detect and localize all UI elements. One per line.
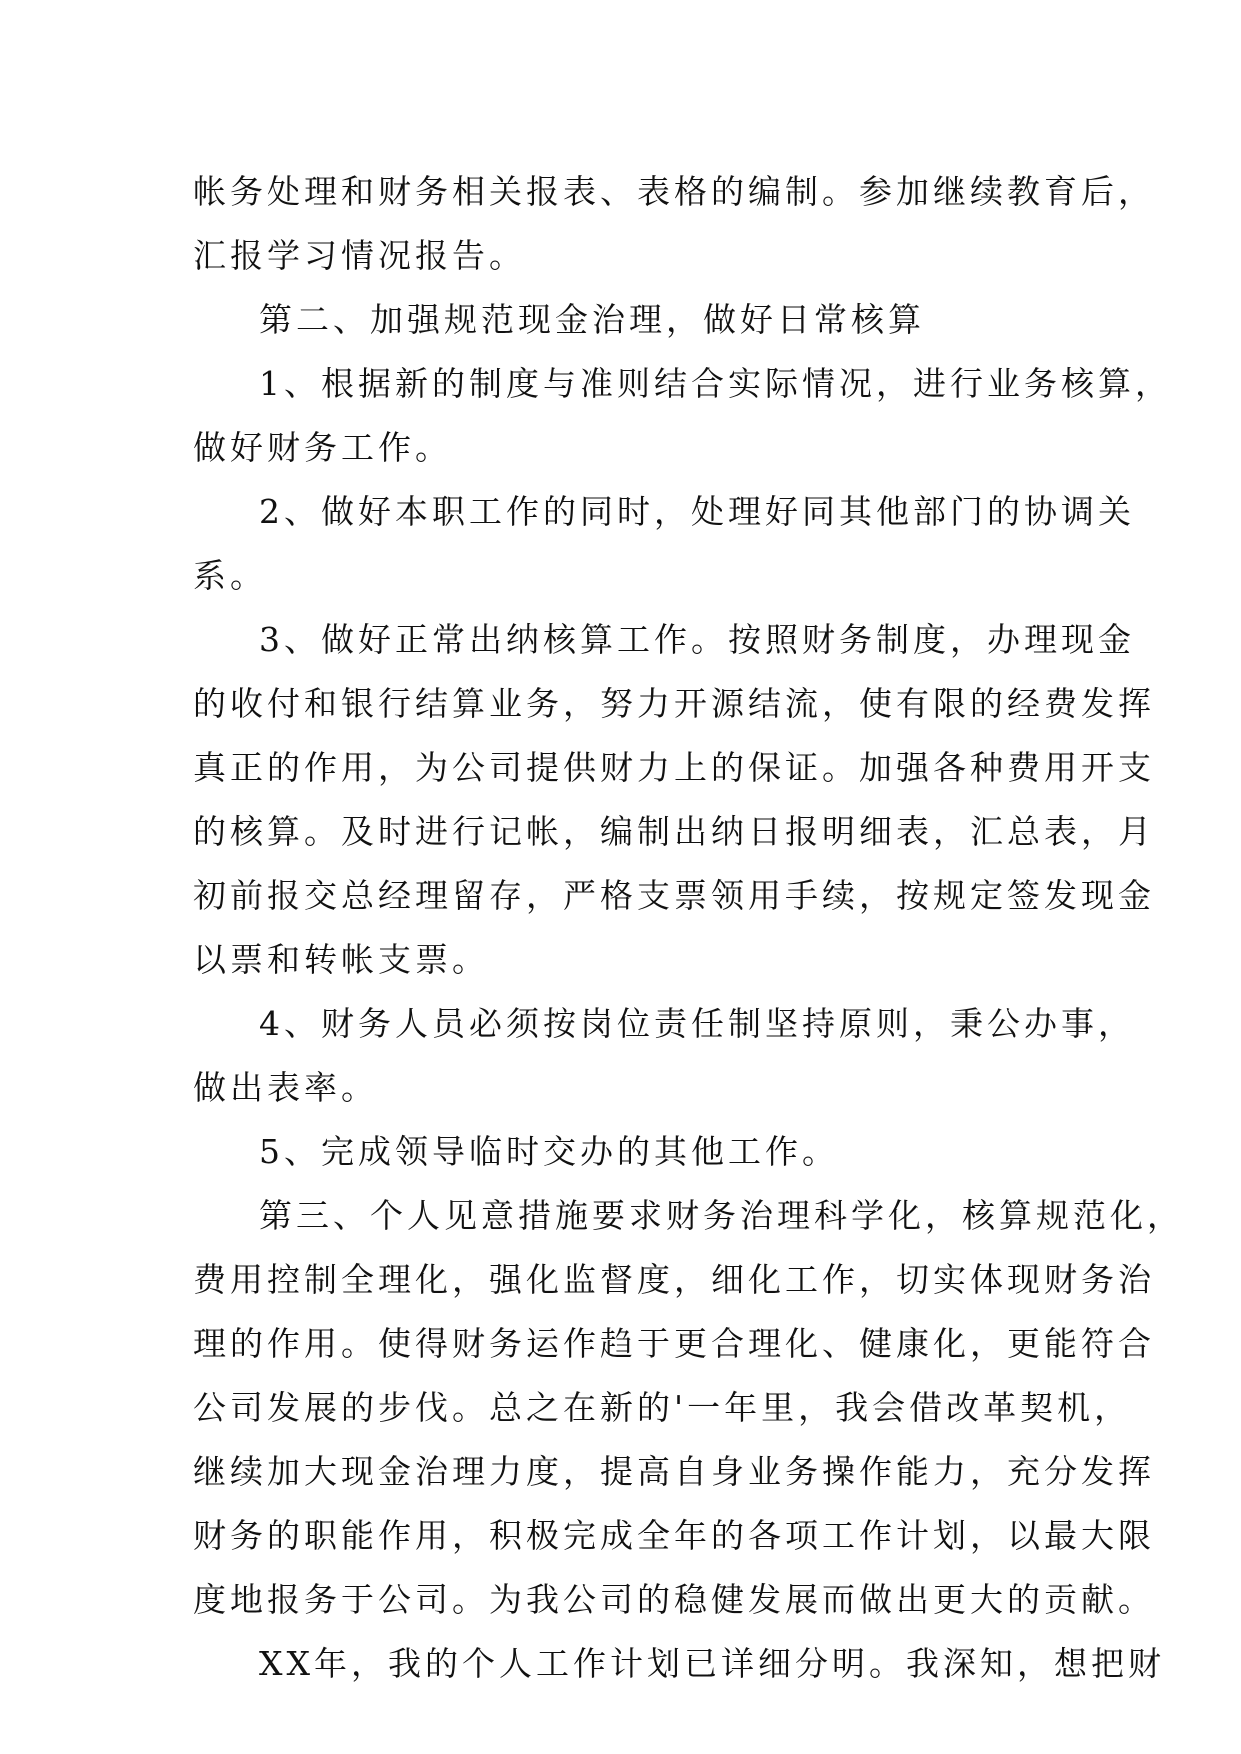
text-line: 4、财务人员必须按岗位责任制坚持原则，秉公办事，: [259, 1004, 1135, 1043]
text-line: 费用控制全理化，强化监督度，细化工作，切实体现财务治: [193, 1260, 1155, 1299]
text-line: 的收付和银行结算业务，努力开源结流，使有限的经费发挥: [193, 684, 1155, 723]
text-line: 财务的职能作用，积极完成全年的各项工作计划，以最大限: [193, 1516, 1155, 1555]
text-line: 初前报交总经理留存，严格支票领用手续，按规定签发现金: [193, 876, 1155, 915]
text-line: 公司发展的步伐。总之在新的'一年里，我会借改革契机，: [193, 1388, 1132, 1427]
text-line: 真正的作用，为公司提供财力上的保证。加强各种费用开支: [193, 748, 1155, 787]
text-line: 1、根据新的制度与准则结合实际情况，进行业务核算，: [259, 364, 1172, 403]
document-body: [193, 160, 1184, 1696]
text-line: 汇报学习情况报告。: [193, 236, 526, 275]
text-line: 系。: [193, 556, 267, 595]
text-line: 5、完成领导临时交办的其他工作。: [259, 1132, 839, 1171]
text-line: 度地报务于公司。为我公司的稳健发展而做出更大的贡献。: [193, 1580, 1155, 1619]
section-heading: 第二、加强规范现金治理，做好日常核算: [259, 300, 925, 339]
text-line: 帐务处理和财务相关报表、表格的编制。参加继续教育后，: [193, 172, 1155, 211]
text-line: 做出表率。: [193, 1068, 378, 1107]
section-heading: 第三、个人见意措施要求财务治理科学化，核算规范化，: [259, 1196, 1184, 1235]
text-line: 的核算。及时进行记帐，编制出纳日报明细表，汇总表，月: [193, 812, 1155, 851]
text-line: 做好财务工作。: [193, 428, 452, 467]
text-line: 2、做好本职工作的同时，处理好同其他部门的协调关: [259, 492, 1135, 531]
text-line: XX年，我的个人工作计划已详细分明。我深知，想把财: [259, 1644, 1165, 1683]
text-line: 理的作用。使得财务运作趋于更合理化、健康化，更能符合: [193, 1324, 1155, 1363]
text-line: 以票和转帐支票。: [193, 940, 489, 979]
text-line: 3、做好正常出纳核算工作。按照财务制度，办理现金: [259, 620, 1135, 659]
text-line: 继续加大现金治理力度，提高自身业务操作能力，充分发挥: [193, 1452, 1155, 1491]
